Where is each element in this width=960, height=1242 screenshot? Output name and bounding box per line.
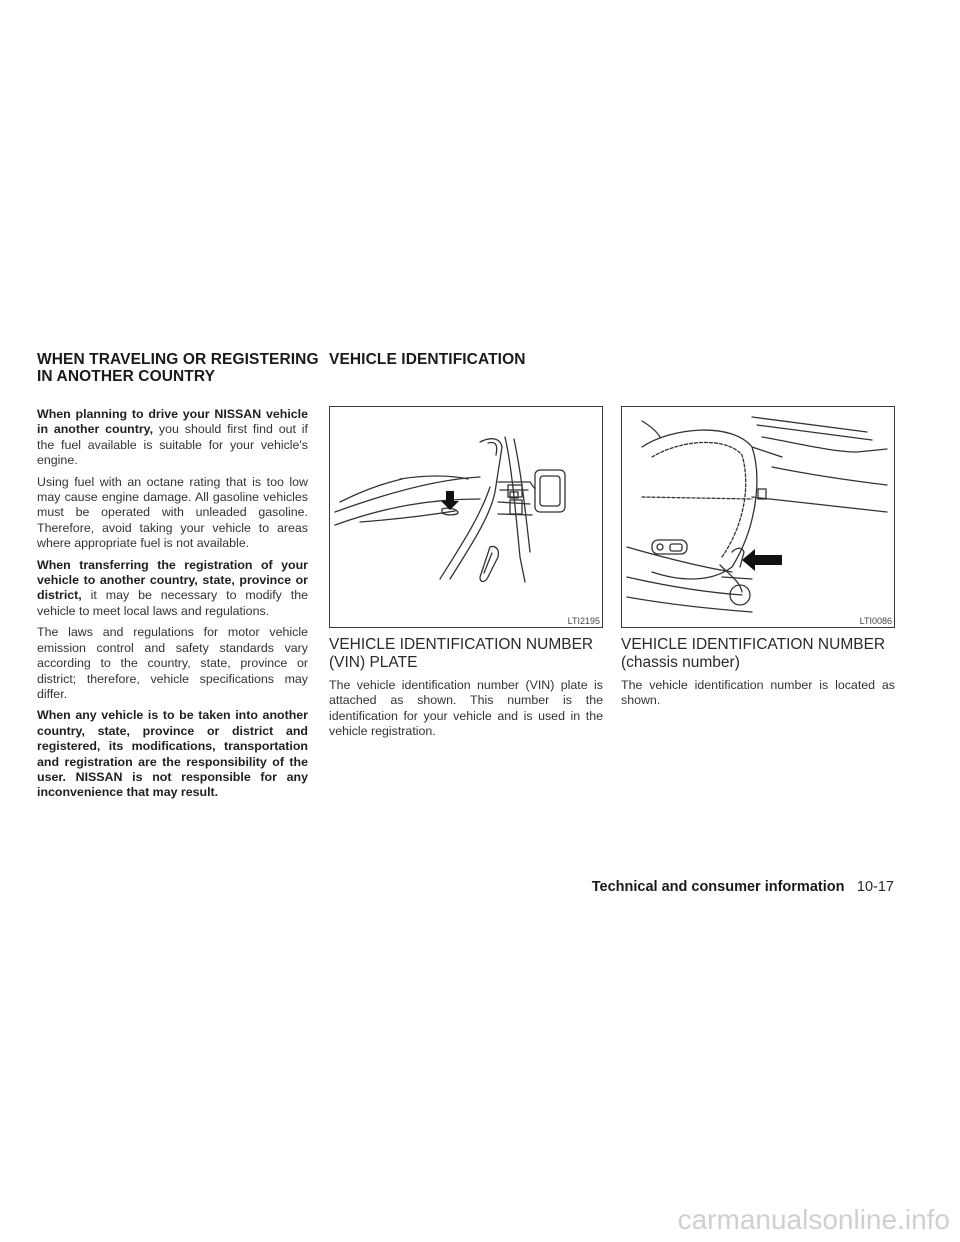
- figure-code: LTI0086: [859, 616, 892, 626]
- footer-chapter-label: Technical and consumer information: [591, 879, 845, 895]
- section-title-line1: WHEN TRAVELING OR REGISTERING: [37, 351, 319, 368]
- paragraph-1: [37, 407, 308, 469]
- section-title-vehicle-identification: [329, 351, 526, 368]
- figure-vin-plate: [329, 406, 603, 628]
- vin-plate-title-line2: (VIN) PLATE: [329, 654, 418, 671]
- vin-plate-title-line1: VEHICLE IDENTIFICATION NUMBER: [329, 636, 594, 653]
- paragraph-3: [37, 558, 308, 620]
- chassis-section: [621, 636, 895, 709]
- paragraph-5-bold: When any vehicle is to be taken into another country, state, province or district and registered, its modifications, transportation and registration are the responsibility of the user. NISSAN is not responsible for any inconvenience that may result.: [37, 708, 308, 800]
- vin-plate-body: The vehicle identification number (VIN) plate is attached as shown. This number is the identification for your vehicle and is used in the vehicle registration.: [329, 678, 603, 739]
- paragraph-3-bold: When transferring the registration of your vehicle to another country, state, province or district,: [37, 557, 308, 603]
- chassis-body: The vehicle identification number is located as shown.: [621, 678, 895, 708]
- section-title-line2: IN ANOTHER COUNTRY: [37, 368, 216, 385]
- paragraph-4: The laws and regulations for motor vehicle emission control and safety standards vary according to the country, state, province or district; therefore, vehicle specifications may differ.: [37, 625, 308, 701]
- section-title-traveling: [37, 351, 319, 385]
- chassis-title-line2: (chassis number): [621, 654, 740, 671]
- paragraph-3-text: it may be necessary to modify the vehicle to meet local laws and regulations.: [37, 588, 308, 618]
- paragraph-5: [37, 708, 308, 800]
- chassis-illustration: [622, 407, 894, 627]
- chassis-arrow-icon: [742, 549, 782, 571]
- paragraph-1-text: you should first find out if the fuel available is suitable for your vehicle's engine.: [37, 422, 308, 468]
- figure-code: LTI2195: [567, 616, 600, 626]
- vin-plate-illustration: [330, 407, 602, 627]
- watermark: carmanualsonline.info: [677, 1204, 950, 1235]
- vin-plate-section: [329, 636, 603, 740]
- figure-chassis-number: [621, 406, 895, 628]
- footer-page-number: 10-17: [856, 879, 894, 895]
- section-title-text: VEHICLE IDENTIFICATION: [329, 351, 526, 368]
- page-footer: [592, 878, 894, 896]
- left-column: [37, 407, 308, 807]
- chassis-title-line1: VEHICLE IDENTIFICATION NUMBER: [621, 636, 886, 653]
- paragraph-2: Using fuel with an octane rating that is too low may cause engine damage. All gasoline vehicles must be operated with unleaded gasoline. Therefore, avoid taking your vehicle to areas where appropriate fuel is not available.: [37, 474, 308, 551]
- paragraph-1-bold: When planning to drive your NISSAN vehicle in another country,: [37, 407, 308, 437]
